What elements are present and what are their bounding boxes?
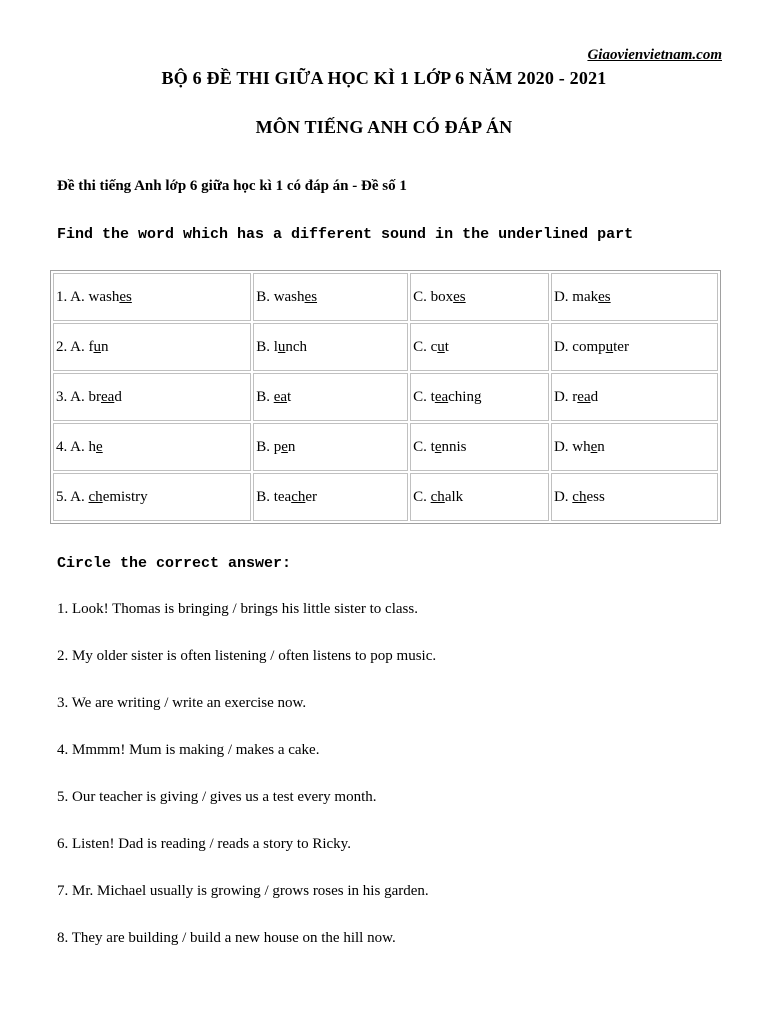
section-circle-answer-heading: Circle the correct answer: xyxy=(57,555,292,572)
table-cell: D. makes xyxy=(551,273,718,321)
table-row xyxy=(53,473,718,521)
table-cell: C. chalk xyxy=(410,473,549,521)
question-item: 3. We are writing / write an exercise now. xyxy=(57,695,307,711)
table-cell: B. eat xyxy=(253,373,408,421)
table-cell: 2. A. fun xyxy=(53,323,251,371)
site-watermark-link[interactable]: Giaovienvietnam.com xyxy=(587,47,722,63)
table-row xyxy=(53,423,718,471)
question-item: 6. Listen! Dad is reading / reads a story to Ricky. xyxy=(57,836,351,852)
table-cell: D. when xyxy=(551,423,718,471)
table-cell: B. washes xyxy=(253,273,408,321)
table-cell: D. chess xyxy=(551,473,718,521)
table-cell: B. teacher xyxy=(253,473,408,521)
table-cell: C. cut xyxy=(410,323,549,371)
table-cell: 5. A. chemistry xyxy=(53,473,251,521)
table-cell: C. teaching xyxy=(410,373,549,421)
question-item: 5. Our teacher is giving / gives us a test every month. xyxy=(57,789,377,805)
question-item: 1. Look! Thomas is bringing / brings his little sister to class. xyxy=(57,601,418,617)
page-title: BỘ 6 ĐỀ THI GIỮA HỌC KÌ 1 LỚP 6 NĂM 2020 - 2021 xyxy=(161,68,607,88)
table-cell: D. read xyxy=(551,373,718,421)
question-item: 7. Mr. Michael usually is growing / grows roses in his garden. xyxy=(57,883,429,899)
table-row xyxy=(53,323,718,371)
question-item: 4. Mmmm! Mum is making / makes a cake. xyxy=(57,742,320,758)
page-subject-title: MÔN TIẾNG ANH CÓ ĐÁP ÁN xyxy=(255,117,513,137)
table-row xyxy=(53,273,718,321)
table-cell: D. computer xyxy=(551,323,718,371)
pronunciation-table xyxy=(50,270,721,524)
table-cell: C. boxes xyxy=(410,273,549,321)
exam-subtitle: Đề thi tiếng Anh lớp 6 giữa học kì 1 có đáp án - Đề số 1 xyxy=(57,178,407,194)
table-cell: 3. A. bread xyxy=(53,373,251,421)
question-item: 2. My older sister is often listening / often listens to pop music. xyxy=(57,648,437,664)
table-cell: 4. A. he xyxy=(53,423,251,471)
table-cell: B. pen xyxy=(253,423,408,471)
question-item: 8. They are building / build a new house on the hill now. xyxy=(57,930,396,946)
section-pronunciation-heading: Find the word which has a different sound in the underlined part xyxy=(57,226,634,243)
table-cell: 1. A. washes xyxy=(53,273,251,321)
table-cell: C. tennis xyxy=(410,423,549,471)
table-cell: B. lunch xyxy=(253,323,408,371)
table-row xyxy=(53,373,718,421)
